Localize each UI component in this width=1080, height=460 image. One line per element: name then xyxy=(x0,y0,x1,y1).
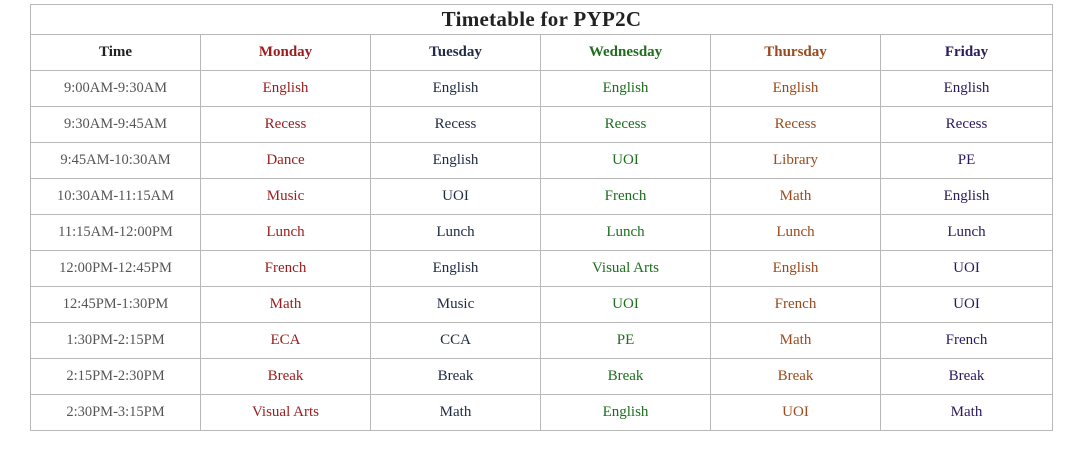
column-header-friday: Friday xyxy=(881,35,1053,71)
table-row xyxy=(31,323,1053,359)
table-row xyxy=(31,287,1053,323)
subject-cell-tuesday: Lunch xyxy=(371,215,541,251)
subject-cell-monday: Music xyxy=(201,179,371,215)
subject-cell-thursday: English xyxy=(711,251,881,287)
timetable xyxy=(30,4,1053,431)
subject-cell-tuesday: English xyxy=(371,143,541,179)
time-slot-cell: 2:30PM-3:15PM xyxy=(31,395,201,431)
table-row xyxy=(31,215,1053,251)
subject-cell-friday: Math xyxy=(881,395,1053,431)
time-slot-cell: 12:00PM-12:45PM xyxy=(31,251,201,287)
subject-cell-friday: Lunch xyxy=(881,215,1053,251)
subject-cell-wednesday: UOI xyxy=(541,287,711,323)
subject-cell-friday: English xyxy=(881,71,1053,107)
table-row xyxy=(31,143,1053,179)
subject-cell-friday: Recess xyxy=(881,107,1053,143)
subject-cell-thursday: Recess xyxy=(711,107,881,143)
time-slot-cell: 10:30AM-11:15AM xyxy=(31,179,201,215)
subject-cell-monday: French xyxy=(201,251,371,287)
subject-cell-tuesday: English xyxy=(371,71,541,107)
subject-cell-monday: Recess xyxy=(201,107,371,143)
table-row xyxy=(31,179,1053,215)
time-slot-cell: 1:30PM-2:15PM xyxy=(31,323,201,359)
time-slot-cell: 2:15PM-2:30PM xyxy=(31,359,201,395)
subject-cell-tuesday: Music xyxy=(371,287,541,323)
subject-cell-wednesday: UOI xyxy=(541,143,711,179)
subject-cell-friday: Break xyxy=(881,359,1053,395)
subject-cell-monday: ECA xyxy=(201,323,371,359)
subject-cell-thursday: Library xyxy=(711,143,881,179)
subject-cell-thursday: French xyxy=(711,287,881,323)
subject-cell-tuesday: Math xyxy=(371,395,541,431)
subject-cell-monday: Break xyxy=(201,359,371,395)
column-header-time: Time xyxy=(31,35,201,71)
subject-cell-tuesday: Break xyxy=(371,359,541,395)
subject-cell-friday: UOI xyxy=(881,251,1053,287)
table-row xyxy=(31,107,1053,143)
subject-cell-thursday: English xyxy=(711,71,881,107)
subject-cell-tuesday: CCA xyxy=(371,323,541,359)
subject-cell-wednesday: Lunch xyxy=(541,215,711,251)
subject-cell-thursday: UOI xyxy=(711,395,881,431)
subject-cell-wednesday: Recess xyxy=(541,107,711,143)
column-header-thursday: Thursday xyxy=(711,35,881,71)
subject-cell-wednesday: French xyxy=(541,179,711,215)
subject-cell-tuesday: English xyxy=(371,251,541,287)
subject-cell-monday: Lunch xyxy=(201,215,371,251)
column-header-tuesday: Tuesday xyxy=(371,35,541,71)
column-header-wednesday: Wednesday xyxy=(541,35,711,71)
subject-cell-wednesday: English xyxy=(541,395,711,431)
table-row xyxy=(31,359,1053,395)
table-row xyxy=(31,71,1053,107)
subject-cell-wednesday: Break xyxy=(541,359,711,395)
column-header-monday: Monday xyxy=(201,35,371,71)
subject-cell-thursday: Break xyxy=(711,359,881,395)
subject-cell-monday: Math xyxy=(201,287,371,323)
subject-cell-thursday: Math xyxy=(711,323,881,359)
time-slot-cell: 9:00AM-9:30AM xyxy=(31,71,201,107)
time-slot-cell: 9:45AM-10:30AM xyxy=(31,143,201,179)
subject-cell-wednesday: PE xyxy=(541,323,711,359)
subject-cell-friday: French xyxy=(881,323,1053,359)
subject-cell-wednesday: English xyxy=(541,71,711,107)
subject-cell-friday: UOI xyxy=(881,287,1053,323)
header-row xyxy=(31,35,1053,71)
subject-cell-tuesday: Recess xyxy=(371,107,541,143)
subject-cell-thursday: Math xyxy=(711,179,881,215)
subject-cell-friday: English xyxy=(881,179,1053,215)
subject-cell-monday: Dance xyxy=(201,143,371,179)
subject-cell-monday: Visual Arts xyxy=(201,395,371,431)
subject-cell-monday: English xyxy=(201,71,371,107)
timetable-title: Timetable for PYP2C xyxy=(31,5,1053,35)
timetable-body xyxy=(31,71,1053,431)
subject-cell-thursday: Lunch xyxy=(711,215,881,251)
subject-cell-friday: PE xyxy=(881,143,1053,179)
table-row xyxy=(31,251,1053,287)
time-slot-cell: 11:15AM-12:00PM xyxy=(31,215,201,251)
title-row xyxy=(31,5,1053,35)
time-slot-cell: 12:45PM-1:30PM xyxy=(31,287,201,323)
subject-cell-tuesday: UOI xyxy=(371,179,541,215)
time-slot-cell: 9:30AM-9:45AM xyxy=(31,107,201,143)
table-row xyxy=(31,395,1053,431)
subject-cell-wednesday: Visual Arts xyxy=(541,251,711,287)
